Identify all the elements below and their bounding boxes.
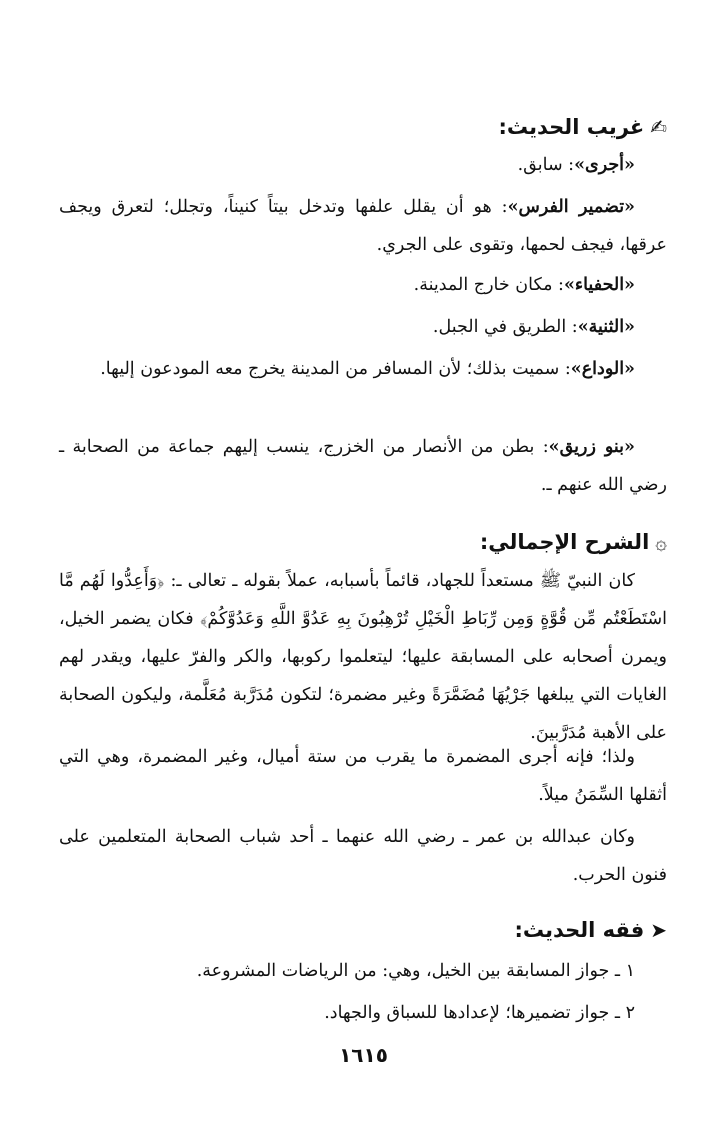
gharib-term: «بنو زريق» bbox=[548, 437, 635, 457]
gharib-definition: : مكان خارج المدينة. bbox=[413, 275, 564, 295]
gharib-heading bbox=[59, 112, 667, 142]
pen-writing-icon: ✍ bbox=[650, 115, 667, 139]
gharib-definition: : بطن من الأنصار من الخزرج، ينسب إليهم جماعة من الصحابة ـ رضي الله عنهم ـ. bbox=[59, 437, 667, 495]
ornament-icon: ۞ bbox=[655, 530, 667, 554]
gharib-entry bbox=[59, 188, 667, 264]
gharib-heading-text: غريب الحديث: bbox=[498, 115, 645, 139]
fiqh-item: ٢ ـ جواز تضميرها؛ لإعدادها للسباق والجهاد. bbox=[324, 1003, 635, 1023]
gharib-definition: : سميت بذلك؛ لأن المسافر من المدينة يخرج معه المودعون إليها. bbox=[100, 359, 571, 379]
gharib-term: «الحفياء» bbox=[563, 275, 635, 295]
gharib-term: «أجرى» bbox=[574, 155, 635, 175]
arrow-pointer-icon: ➤ bbox=[650, 918, 667, 942]
gharib-definition: : سابق. bbox=[517, 155, 575, 175]
sharh-heading-text: الشرح الإجمالي: bbox=[479, 530, 650, 554]
sharh-heading bbox=[59, 527, 667, 557]
fiqh-item: ١ ـ جواز المسابقة بين الخيل، وهي: من الرياضات المشروعة. bbox=[196, 961, 635, 981]
fiqh-heading-text: فقه الحديث: bbox=[514, 918, 645, 942]
gharib-term: «تضمير الفرس» bbox=[507, 197, 635, 217]
gharib-entry bbox=[27, 308, 667, 346]
gharib-definition: : هو أن يقلل علفها وتدخل بيتاً كنيناً، وتجلل؛ لتعرق ويجف عرقها، فيجف لحمها، وتقوى على الجري. bbox=[59, 197, 667, 255]
sharh-paragraph: ولذا؛ فإنه أجرى المضمرة ما يقرب من ستة أميال، وغير المضمرة، وهي التي أثقلها السِّمَنُ ميلاً. bbox=[59, 747, 667, 805]
fiqh-heading bbox=[59, 915, 667, 945]
gharib-term: «الثنية» bbox=[577, 317, 635, 337]
gharib-entry bbox=[27, 146, 667, 184]
gharib-entry bbox=[59, 428, 667, 504]
gharib-entry bbox=[59, 350, 667, 388]
sharh-paragraph: وكان عبدالله بن عمر ـ رضي الله عنهما ـ أحد شباب الصحابة المتعلمين على فنون الحرب. bbox=[59, 827, 667, 885]
page-number: ١٦١٥ bbox=[339, 1043, 388, 1067]
gharib-term: «الوداع» bbox=[570, 359, 635, 379]
sharh-paragraph: كان النبيّ ﷺ مستعداً للجهاد، قائماً بأسبابه، عملاً بقوله ـ تعالى ـ: ﴿وَأَعِدُّوا لَهُم مَّا اسْتَطَعْتُم مِّن قُوَّةٍ وَمِن رِّبَاطِ الْخَيْلِ تُرْهِبُونَ بِهِ عَدُوَّ اللَّهِ وَعَدُوَّكُمْ﴾ فكان يضمر الخيل، ويمرن أصحابه على المسابقة عليها؛ ليتعلموا ركوبها، والكر والفرّ عليها، ويقدر لهم الغايات التي يبلغها جَرْيُهَا مُضَمَّرَةً وغير مضمرة؛ لتكون مُدَرَّبة مُعَلَّمة، وليكون الصحابة على الأهبة مُدَرَّبينَ. bbox=[59, 571, 667, 743]
gharib-entry bbox=[27, 266, 667, 304]
gharib-definition: : الطريق في الجبل. bbox=[432, 317, 578, 337]
